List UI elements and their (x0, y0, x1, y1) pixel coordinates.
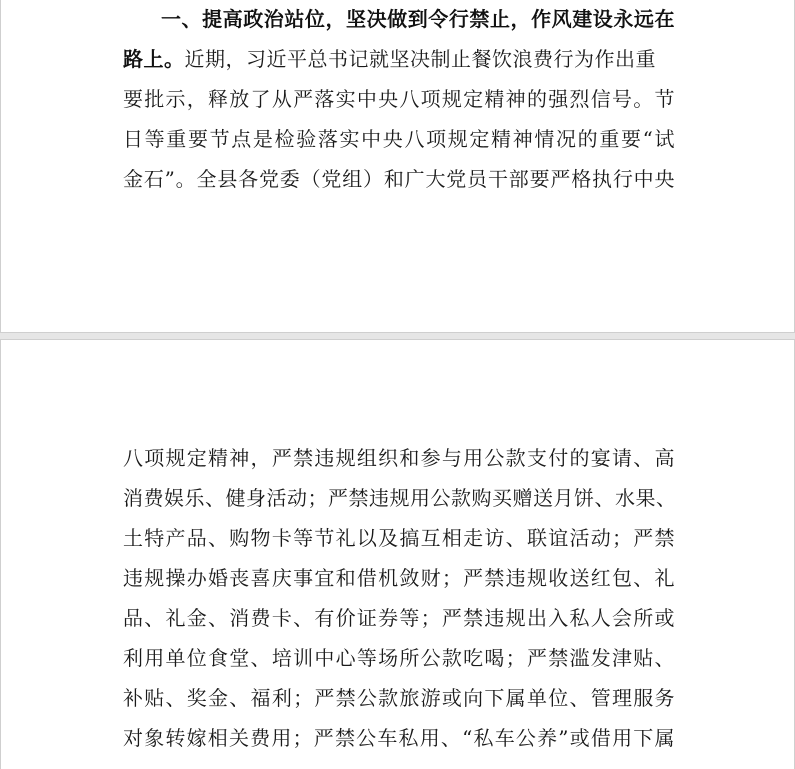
paragraph-line: 对象转嫁相关费用；严禁公车私用、“私车公养”或借用下属 (123, 726, 675, 750)
paragraph-line: 金石”。全县各党委（党组）和广大党员干部要严格执行中央 (123, 167, 675, 191)
paragraph-line: 利用单位食堂、培训中心等场所公款吃喝；严禁滥发津贴、 (123, 646, 675, 670)
paragraph-line: 八项规定精神，严禁违规组织和参与用公款支付的宴请、高 (123, 446, 675, 470)
section-heading-end: 路上。 (123, 47, 185, 71)
section-heading: 一、提高政治站位，坚决做到令行禁止，作风建设永远在 (161, 7, 675, 31)
paragraph-line: 违规操办婚丧喜庆事宜和借机敛财；严禁违规收送红包、礼 (123, 566, 675, 590)
paragraph-line: 品、礼金、消费卡、有价证券等；严禁违规出入私人会所或 (123, 606, 675, 630)
paragraph-line: 补贴、奖金、福利；严禁公款旅游或向下属单位、管理服务 (123, 686, 675, 710)
paragraph-line: 消费娱乐、健身活动；严禁违规用公款购买赠送月饼、水果、 (123, 486, 677, 510)
paragraph-text: 近期，习近平总书记就坚决制止餐饮浪费行为作出重 (184, 47, 656, 71)
paragraph-line (123, 44, 675, 74)
paragraph-line: 土特产品、购物卡等节礼以及搞互相走访、联谊活动；严禁 (123, 526, 675, 550)
document-page-2 (0, 339, 795, 769)
paragraph-line: 日等重要节点是检验落实中央八项规定精神情况的重要“试 (123, 127, 675, 151)
document-page-1 (0, 0, 795, 333)
paragraph-line: 要批示，释放了从严落实中央八项规定精神的强烈信号。节 (123, 87, 675, 111)
